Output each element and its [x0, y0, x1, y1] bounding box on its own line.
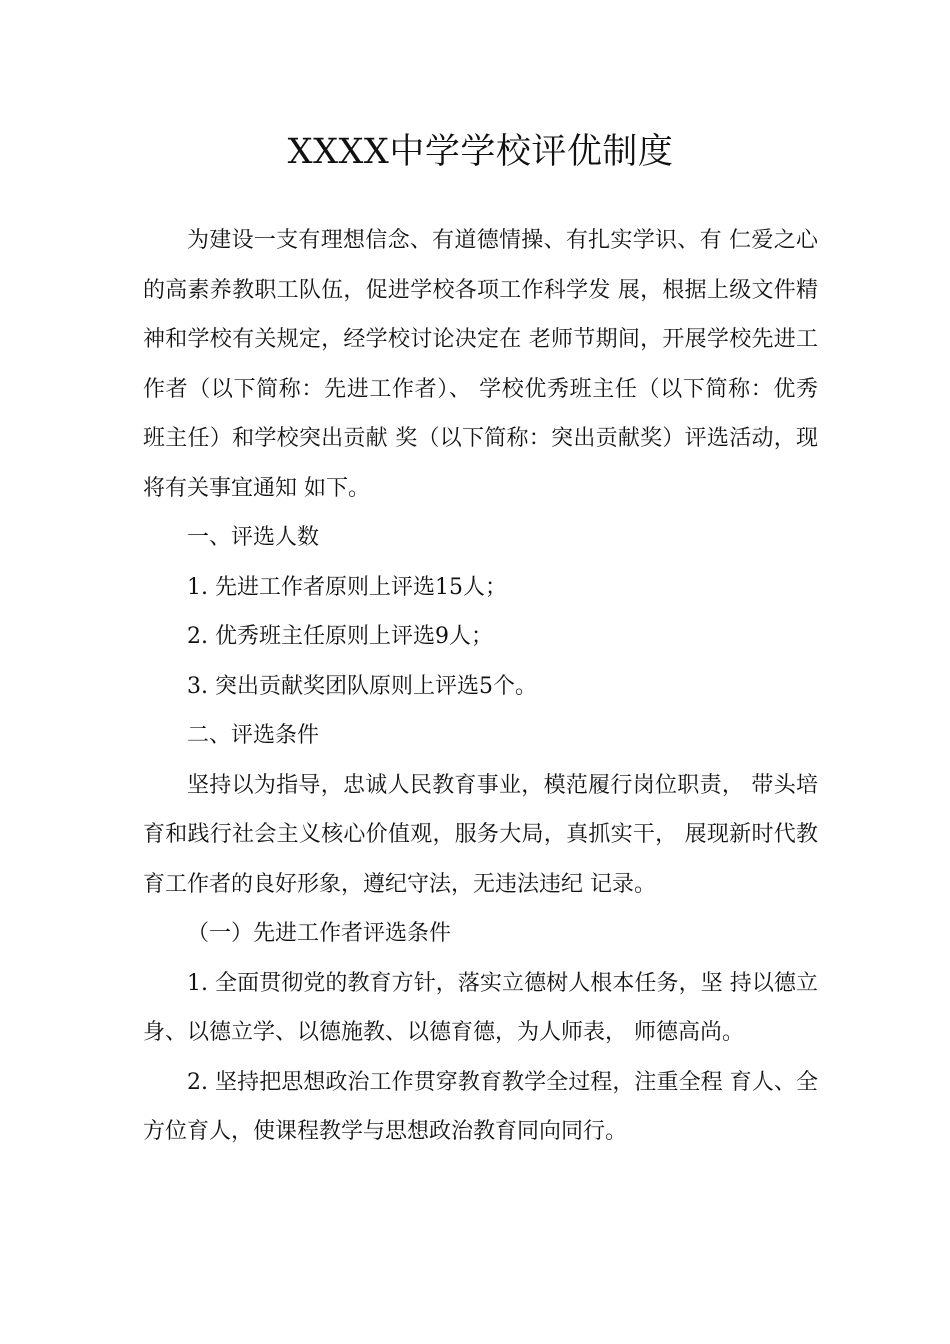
document-title: XXXX中学学校评优制度 — [287, 132, 674, 172]
heading-selection-conditions: 二、评选条件 — [187, 723, 320, 748]
paragraph-intro: 为建设一支有理想信念、有道德情操、有扎实学识、有 仁爱之心的高素养教职工队伍，促进学校各项工作科学发 展，根据上级文件精神和学校有关规定，经学校讨论决定在 老师节期间，开展学校先进工作者（以下简称：先进工作者）、 学校优秀班主任（以下简称：优秀班主任）和学校突出贡献 奖（以下简称：突出贡献奖）评选活动，现将有关事宜通知 如下。 — [143, 228, 818, 501]
condition-item-1: 1. 全面贯彻党的教育方针，落实立德树人根本任务，坚 持以德立身、以德立学、以德施教、以德育德，为人师表， 师德高尚。 — [143, 970, 818, 1045]
subheading-advanced-worker-conditions: （一）先进工作者评选条件 — [187, 921, 452, 946]
heading-selection-count: 一、评选人数 — [187, 525, 320, 550]
document-body — [143, 216, 818, 1157]
item-excellent-head-teachers: 2. 优秀班主任原则上评选9人； — [187, 624, 493, 649]
condition-item-2: 2. 坚持把思想政治工作贯穿教育教学全过程，注重全程 育人、全方位育人，使课程教学与思想政治教育同向同行。 — [143, 1069, 818, 1144]
item-contribution-teams: 3. 突出贡献奖团队原则上评选5个。 — [187, 673, 537, 699]
item-advanced-workers: 1. 先进工作者原则上评选15人； — [187, 574, 507, 600]
paragraph-general-conditions: 坚持以为指导，忠诚人民教育事业，模范履行岗位职责， 带头培育和践行社会主义核心价值观，服务大局，真抓实干， 展现新时代教育工作者的良好形象，遵纪守法，无违法违纪 记录。 — [143, 772, 818, 897]
